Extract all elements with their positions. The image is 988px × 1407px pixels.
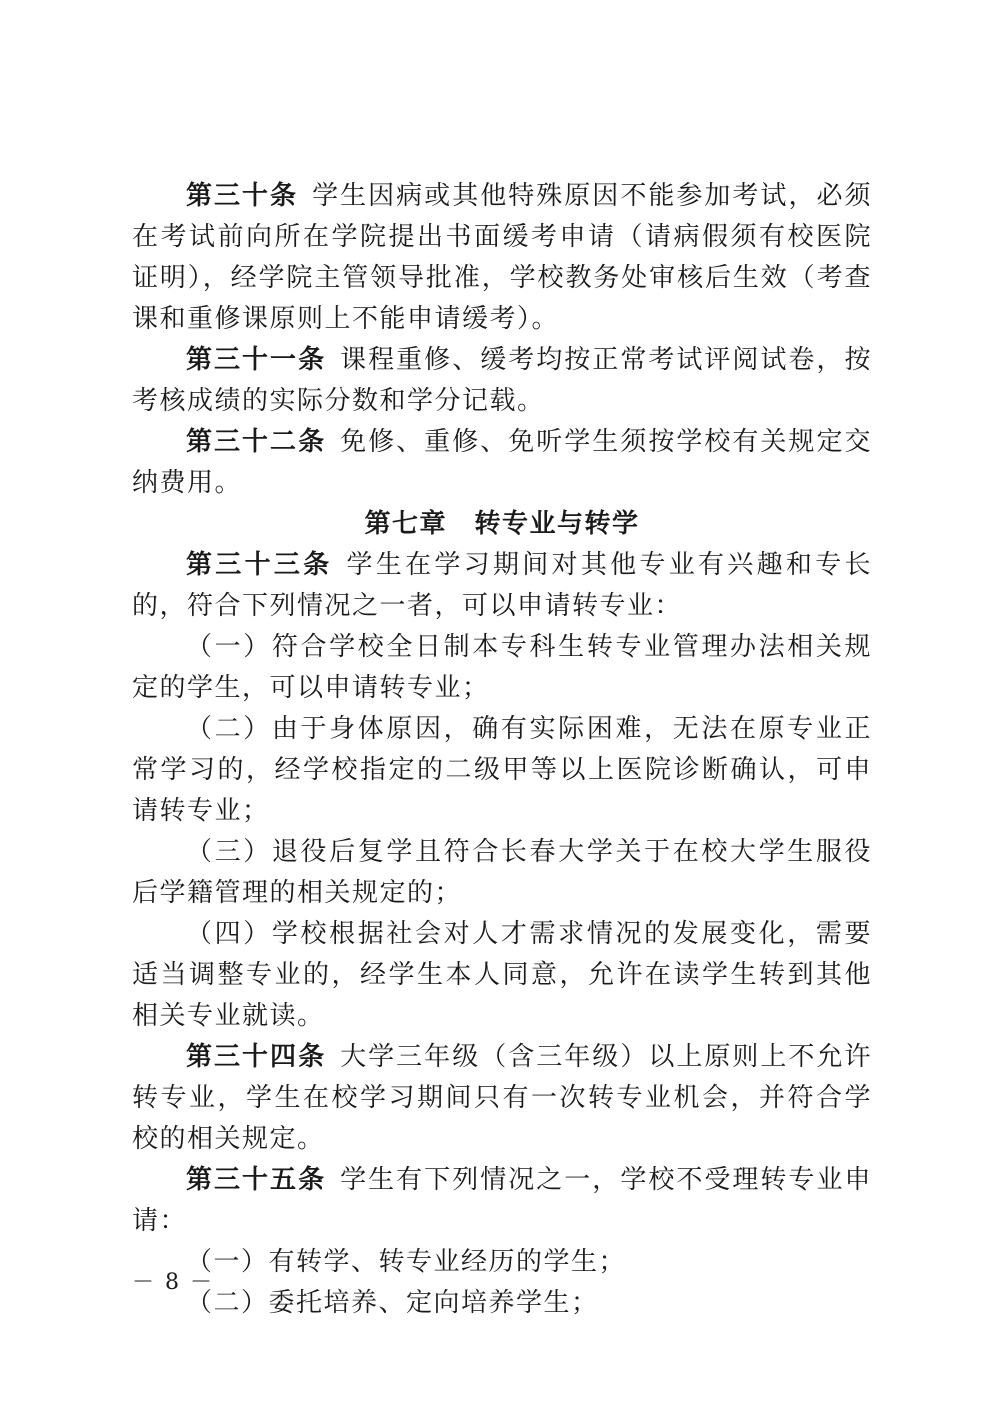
article-number: 第三十四条 [186, 1042, 327, 1072]
article-number: 第三十条 [186, 181, 299, 211]
page-number: － 8 － [132, 1270, 214, 1295]
article-number: 第三十五条 [186, 1165, 327, 1195]
list-item: （一）有转学、转专业经历的学生； [186, 1247, 627, 1277]
list-item: （二）委托培养、定向培养学生； [186, 1288, 599, 1318]
article-text: 学生有下列情况之一，学校不受理转专业申请： [132, 1165, 872, 1236]
article-33 [132, 545, 872, 627]
article-number: 第三十三条 [186, 550, 333, 580]
article-35 [132, 1160, 872, 1242]
article-text: 学生在学习期间对其他专业有兴趣和专长的，符合下列情况之一者，可以申请转专业： [132, 550, 872, 621]
article-text: 大学三年级（含三年级）以上原则上不允许转专业，学生在校学习期间只有一次转专业机会，并符合学校的相关规定。 [132, 1042, 872, 1154]
article-30 [132, 176, 872, 340]
list-item: （二）由于身体原因，确有实际困难，无法在原专业正常学习的，经学校指定的二级甲等以上医院诊断确认，可申请转专业； [132, 714, 872, 826]
article-text: 课程重修、缓考均按正常考试评阅试卷，按考核成绩的实际分数和学分记载。 [132, 345, 872, 416]
list-item: （四）学校根据社会对人才需求情况的发展变化，需要适当调整专业的，经学生本人同意，允许在读学生转到其他相关专业就读。 [132, 919, 872, 1031]
article-number: 第三十二条 [186, 427, 327, 457]
article-number: 第三十一条 [186, 345, 327, 375]
article-text: 免修、重修、免听学生须按学校有关规定交纳费用。 [132, 427, 872, 498]
article-32 [132, 422, 872, 504]
chapter-title: 第七章 转专业与转学 [364, 509, 640, 539]
list-item: （三）退役后复学且符合长春大学关于在校大学生服役后学籍管理的相关规定的； [132, 837, 872, 908]
article-31 [132, 340, 872, 422]
article-34 [132, 1037, 872, 1160]
article-text: 学生因病或其他特殊原因不能参加考试，必须在考试前向所在学院提出书面缓考申请（请病假须有校医院证明），经学院主管领导批准，学校教务处审核后生效（考查课和重修课原则上不能申请缓考）。 [132, 181, 872, 334]
document-body [132, 176, 872, 1324]
list-item: （一）符合学校全日制本专科生转专业管理办法相关规定的学生，可以申请转专业； [132, 632, 872, 703]
